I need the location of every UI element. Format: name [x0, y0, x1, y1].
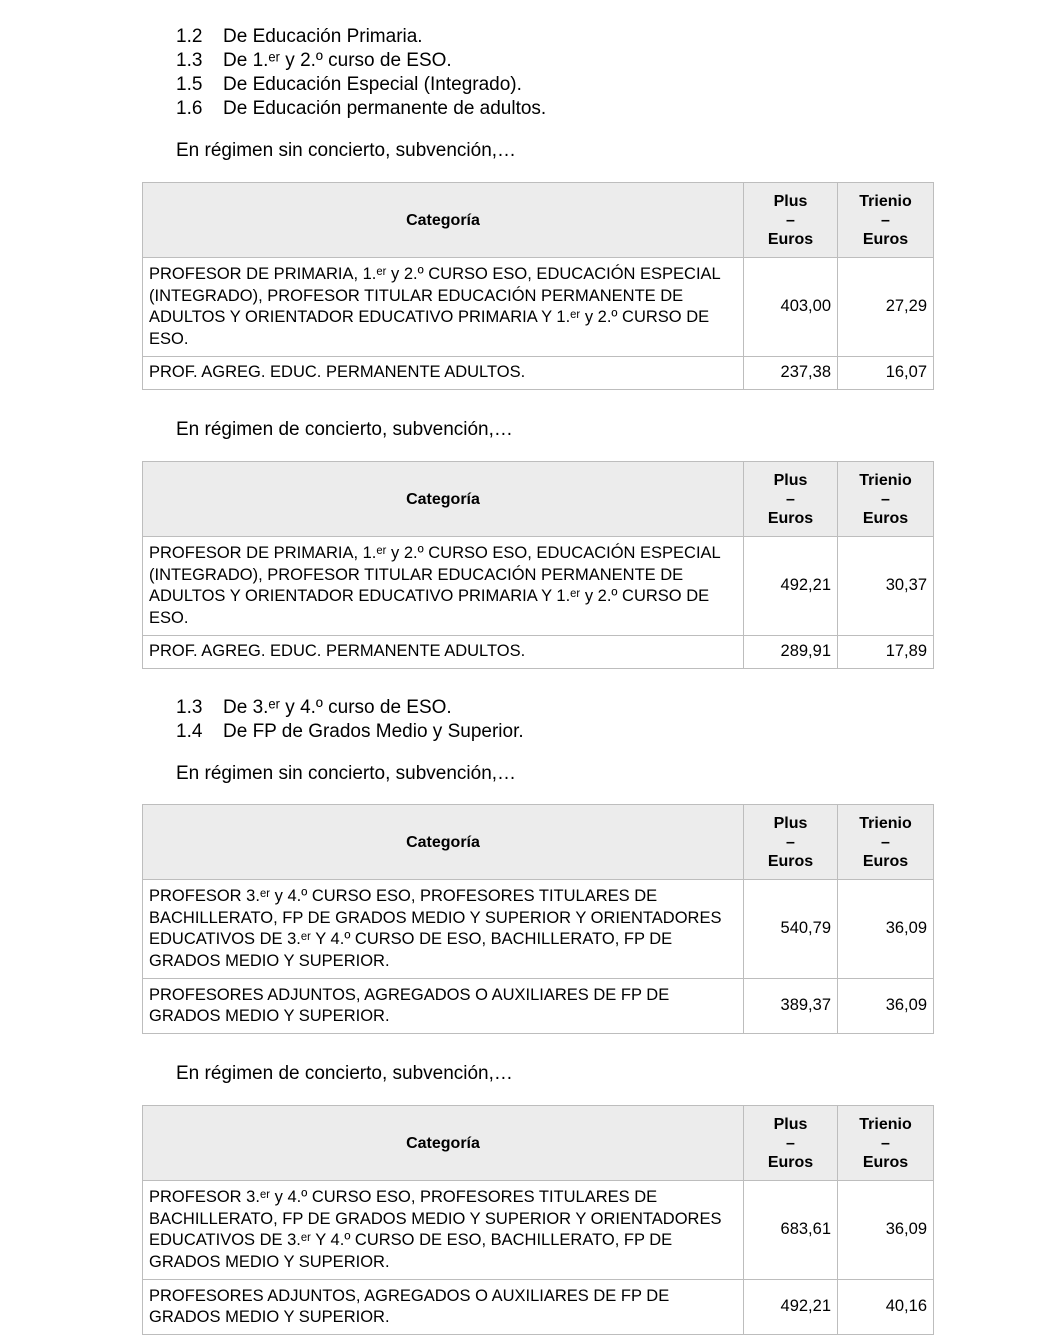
- table-row: [143, 258, 934, 357]
- trienio-cell: 17,89: [838, 636, 934, 669]
- course-list-1: [176, 25, 546, 121]
- trienio-cell: 30,37: [838, 537, 934, 636]
- list-item: 1.2 De Educación Primaria.: [176, 26, 423, 47]
- list-item: 1.3 De 3.ᵉʳ y 4.º curso de ESO.: [176, 697, 452, 718]
- trienio-cell: 36,09: [838, 1181, 934, 1280]
- course-list-2: [176, 696, 524, 744]
- salary-table-4: [142, 1105, 934, 1335]
- plus-cell: 683,61: [744, 1181, 838, 1280]
- table-row: [143, 880, 934, 979]
- plus-cell: 492,21: [744, 1280, 838, 1335]
- plus-cell: 389,37: [744, 979, 838, 1034]
- list-item: 1.5 De Educación Especial (Integrado).: [176, 74, 522, 95]
- category-cell: PROFESORES ADJUNTOS, AGREGADOS O AUXILIARES DE FP DE GRADOS MEDIO Y SUPERIOR.: [143, 979, 744, 1034]
- header-plus: Plus – Euros: [744, 1106, 838, 1181]
- trienio-cell: 27,29: [838, 258, 934, 357]
- table-row: [143, 1280, 934, 1335]
- category-cell: PROF. AGREG. EDUC. PERMANENTE ADULTOS.: [143, 636, 744, 669]
- list-item: 1.3 De 1.ᵉʳ y 2.º curso de ESO.: [176, 50, 452, 71]
- category-cell: PROFESOR DE PRIMARIA, 1.ᵉʳ y 2.º CURSO ESO, EDUCACIÓN ESPECIAL (INTEGRADO), PROFESOR TITULAR EDUCACIÓN PERMANENTE DE ADULTOS Y ORIENTADOR EDUCATIVO PRIMARIA Y 1.ᵉʳ y 2.º CURSO DE ESO.: [143, 258, 744, 357]
- salary-table-1: [142, 182, 934, 390]
- category-cell: PROFESOR DE PRIMARIA, 1.ᵉʳ y 2.º CURSO ESO, EDUCACIÓN ESPECIAL (INTEGRADO), PROFESOR TITULAR EDUCACIÓN PERMANENTE DE ADULTOS Y ORIENTADOR EDUCATIVO PRIMARIA Y 1.ᵉʳ y 2.º CURSO DE ESO.: [143, 537, 744, 636]
- plus-cell: 540,79: [744, 880, 838, 979]
- salary-table-2: [142, 461, 934, 669]
- header-trienio: Trienio – Euros: [838, 462, 934, 537]
- header-plus: Plus – Euros: [744, 183, 838, 258]
- header-categoria: Categoría: [143, 1106, 744, 1181]
- trienio-cell: 40,16: [838, 1280, 934, 1335]
- category-cell: PROFESOR 3.ᵉʳ y 4.º CURSO ESO, PROFESORES TITULARES DE BACHILLERATO, FP DE GRADOS MEDIO Y SUPERIOR Y ORIENTADORES EDUCATIVOS DE 3.ᵉʳ Y 4.º CURSO DE ESO, BACHILLERATO, FP DE GRADOS MEDIO Y SUPERIOR.: [143, 1181, 744, 1280]
- header-trienio: Trienio – Euros: [838, 805, 934, 880]
- header-trienio: Trienio – Euros: [838, 1106, 934, 1181]
- header-plus: Plus – Euros: [744, 462, 838, 537]
- header-categoria: Categoría: [143, 462, 744, 537]
- list-item: 1.6 De Educación permanente de adultos.: [176, 98, 547, 119]
- table-row: [143, 1181, 934, 1280]
- section-intro: En régimen de concierto, subvención,…: [176, 419, 513, 440]
- table-row: [143, 537, 934, 636]
- table-row: [143, 636, 934, 669]
- header-categoria: Categoría: [143, 805, 744, 880]
- section-intro: En régimen sin concierto, subvención,…: [176, 763, 517, 784]
- table-header-row: [143, 462, 934, 537]
- trienio-cell: 16,07: [838, 357, 934, 390]
- table-header-row: [143, 183, 934, 258]
- plus-cell: 237,38: [744, 357, 838, 390]
- header-plus: Plus – Euros: [744, 805, 838, 880]
- section-intro: En régimen sin concierto, subvención,…: [176, 140, 517, 161]
- header-categoria: Categoría: [143, 183, 744, 258]
- table-row: [143, 357, 934, 390]
- category-cell: PROFESOR 3.ᵉʳ y 4.º CURSO ESO, PROFESORES TITULARES DE BACHILLERATO, FP DE GRADOS MEDIO Y SUPERIOR Y ORIENTADORES EDUCATIVOS DE 3.ᵉʳ Y 4.º CURSO DE ESO, BACHILLERATO, FP DE GRADOS MEDIO Y SUPERIOR.: [143, 880, 744, 979]
- header-trienio: Trienio – Euros: [838, 183, 934, 258]
- table-header-row: [143, 1106, 934, 1181]
- plus-cell: 492,21: [744, 537, 838, 636]
- table-header-row: [143, 805, 934, 880]
- salary-table-3: [142, 804, 934, 1034]
- trienio-cell: 36,09: [838, 979, 934, 1034]
- table-row: [143, 979, 934, 1034]
- plus-cell: 289,91: [744, 636, 838, 669]
- section-intro: En régimen de concierto, subvención,…: [176, 1063, 513, 1084]
- plus-cell: 403,00: [744, 258, 838, 357]
- category-cell: PROFESORES ADJUNTOS, AGREGADOS O AUXILIARES DE FP DE GRADOS MEDIO Y SUPERIOR.: [143, 1280, 744, 1335]
- category-cell: PROF. AGREG. EDUC. PERMANENTE ADULTOS.: [143, 357, 744, 390]
- trienio-cell: 36,09: [838, 880, 934, 979]
- list-item: 1.4 De FP de Grados Medio y Superior.: [176, 721, 524, 742]
